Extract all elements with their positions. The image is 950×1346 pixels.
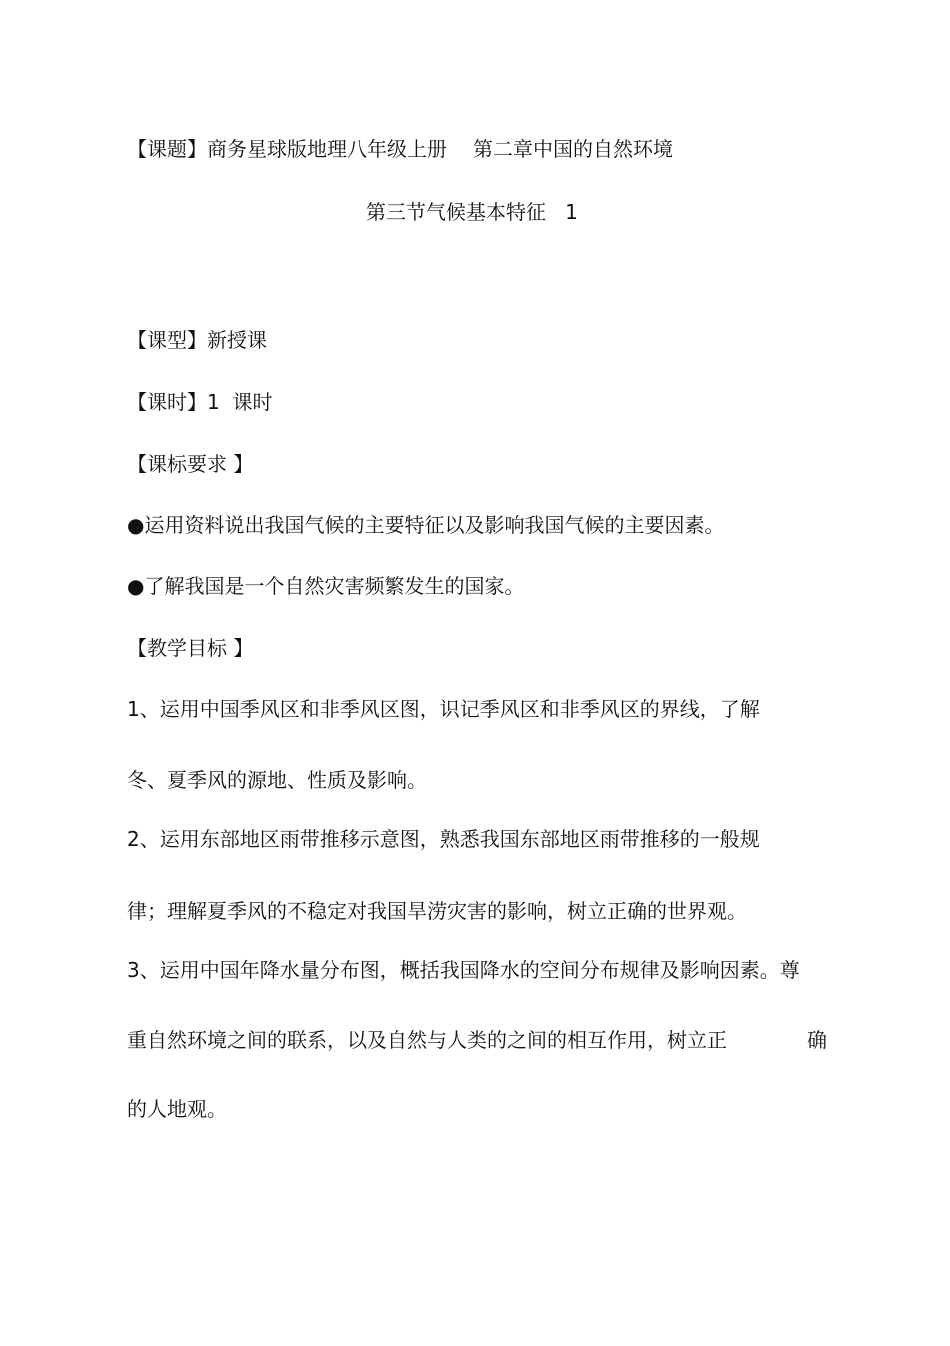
standard-item: ●了解我国是一个自然灾害频繁发生的国家。 bbox=[127, 574, 525, 598]
objective-line: 的人地观。 bbox=[127, 1097, 227, 1121]
lesson-title-part2: 第二章中国的自然环境 bbox=[473, 137, 673, 161]
class-hours: 【课时】1 课时 bbox=[127, 390, 273, 414]
section-subtitle: 第三节气候基本特征 1 bbox=[366, 200, 578, 224]
objective-line bbox=[127, 1028, 827, 1052]
objective-line: 冬、夏季风的源地、性质及影响。 bbox=[127, 768, 427, 792]
course-type: 【课型】新授课 bbox=[127, 328, 267, 352]
objective-line: 1、运用中国季风区和非季风区图，识记季风区和非季风区的界线，了解 bbox=[127, 697, 760, 721]
objective-line-text: 重自然环境之间的联系，以及自然与人类的之间的相互作用，树立正 bbox=[127, 1028, 727, 1052]
objectives-heading: 【教学目标 】 bbox=[127, 636, 254, 660]
standard-item: ●运用资料说出我国气候的主要特征以及影响我国气候的主要因素。 bbox=[127, 513, 725, 537]
objective-line: 律；理解夏季风的不稳定对我国旱涝灾害的影响，树立正确的世界观。 bbox=[127, 899, 747, 923]
objective-line: 2、运用东部地区雨带推移示意图，熟悉我国东部地区雨带推移的一般规 bbox=[127, 827, 760, 851]
objective-line: 3、运用中国年降水量分布图，概括我国降水的空间分布规律及影响因素。尊 bbox=[127, 958, 800, 982]
lesson-title-part1: 【课题】商务星球版地理八年级上册 bbox=[127, 137, 447, 161]
lesson-title bbox=[127, 137, 673, 161]
standards-heading: 【课标要求 】 bbox=[127, 452, 254, 476]
objective-line-end: 确 bbox=[807, 1028, 827, 1052]
